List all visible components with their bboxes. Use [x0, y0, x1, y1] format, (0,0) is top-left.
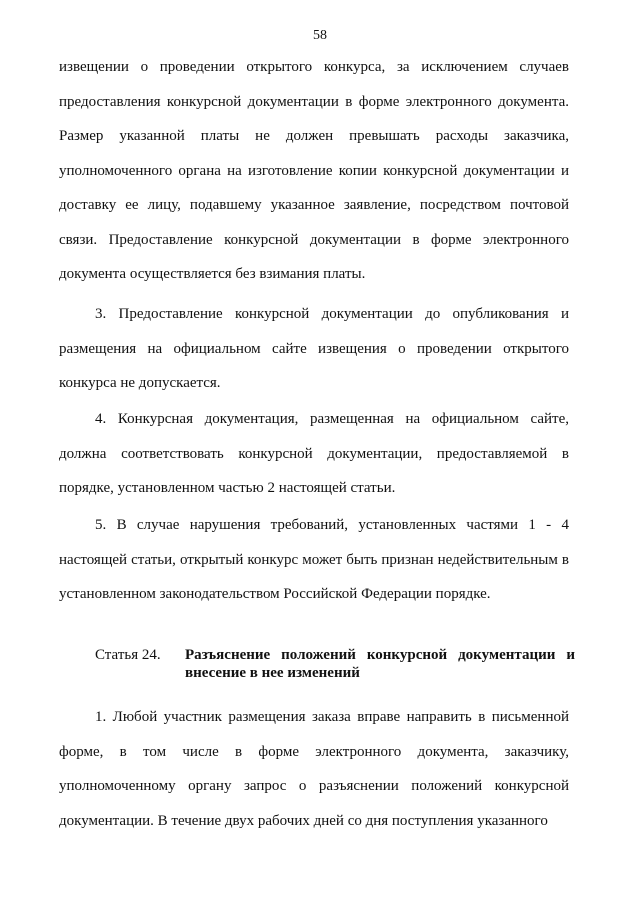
paragraph-continued-text: извещении о проведении открытого конкурса, за исключением случаев предоставления конкурсной документации в форме электронного документа. Размер указанной платы не должен превышать расходы заказчика, уполномоченного органа на изготовление копии конкурсной документации и доставку ее лицу, подавшему указанное заявление, посредством почтовой связи. Предоставление конкурсной документации в форме электронного документа осуществляется без взимания платы. — [59, 59, 569, 282]
paragraph-item-3-text: 3. Предоставление конкурсной документации до опубликования и размещения на официальном сайте извещения о проведении открытого конкурса не допускается. — [59, 306, 569, 391]
article-heading — [95, 646, 575, 682]
article-paragraph-item-1-text: 1. Любой участник размещения заказа вправе направить в письменной форме, в том числе в форме электронного документа, заказчику, уполномоченному органу запрос о разъяснении положений конкурсной документации. В течение двух рабочих дней со дня поступления указанного — [59, 709, 569, 829]
paragraph-continued — [59, 50, 569, 292]
article-paragraph-item-1 — [59, 700, 569, 838]
paragraph-item-5 — [59, 508, 569, 612]
page-number: 58 — [313, 28, 327, 43]
article-title: Разъяснение положений конкурсной документации и внесение в нее изменений — [185, 647, 575, 681]
article-label: Статья 24. — [95, 647, 161, 663]
paragraph-item-3 — [59, 297, 569, 401]
paragraph-item-4 — [59, 402, 569, 506]
paragraph-item-4-text: 4. Конкурсная документация, размещенная на официальном сайте, должна соответствовать конкурсной документации, предоставляемой в порядке, установленном частью 2 настоящей статьи. — [59, 411, 569, 496]
paragraph-item-5-text: 5. В случае нарушения требований, установленных частями 1 - 4 настоящей статьи, открытый конкурс может быть признан недействительным в установленном законодательством Российской Федерации порядке. — [59, 517, 569, 602]
